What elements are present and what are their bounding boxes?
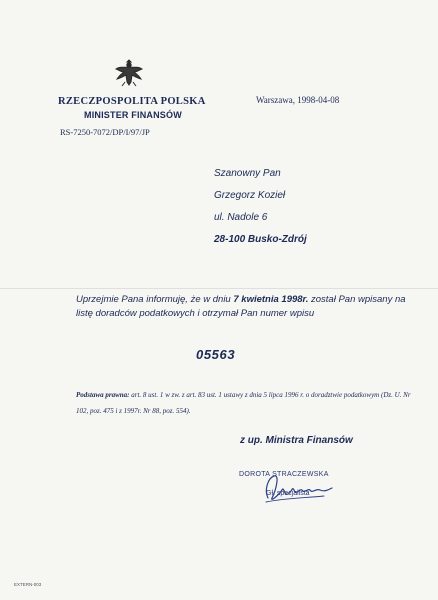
body-text-2: został Pan wpisany na listę doradców podatkowych i otrzymał Pan numer wpisu <box>76 294 406 319</box>
legal-basis <box>76 387 416 419</box>
place-date: Warszawa, 1998-04-08 <box>256 95 340 105</box>
stamp-name: DOROTA STRACZEWSKA <box>239 471 329 478</box>
addressee-name: Grzegorz Kozieł <box>214 190 286 201</box>
fold-line <box>0 288 438 289</box>
authority-line: z up. Ministra Finansów <box>240 435 353 446</box>
addressee-salutation: Szanowny Pan <box>214 168 281 179</box>
legal-basis-text: art. 8 ust. 1 w zw. z art. 83 ust. 1 ustawy z dnia 5 lipca 1996 r. o doradztwie podatkowym (Dz. U. Nr 102, poz. 475 i z 1997r. Nr 88, poz. 554). <box>76 391 411 415</box>
addressee-street: ul. Nadole 6 <box>214 212 268 223</box>
registration-number: 05563 <box>196 347 236 362</box>
footer-tag: EXTERN-003 <box>14 582 42 587</box>
handwritten-signature <box>254 468 338 508</box>
body-text-1: Uprzejmie Pana informuję, że w dniu <box>76 294 234 305</box>
stamp-title: Gł. specjalista <box>266 490 310 497</box>
header-republic: RZECZPOSPOLITA POLSKA <box>58 96 206 107</box>
reference-number: RS-7250-7072/DP/I/97/JP <box>60 127 150 137</box>
body-date: 7 kwietnia 1998r. <box>233 294 309 305</box>
legal-basis-lead: Podstawa prawna: <box>76 391 130 399</box>
header-office: MINISTER FINANSÓW <box>84 110 182 120</box>
addressee-city: 28-100 Busko-Zdrój <box>214 234 307 245</box>
polish-eagle-emblem-icon <box>112 56 146 90</box>
body-paragraph <box>76 293 406 320</box>
